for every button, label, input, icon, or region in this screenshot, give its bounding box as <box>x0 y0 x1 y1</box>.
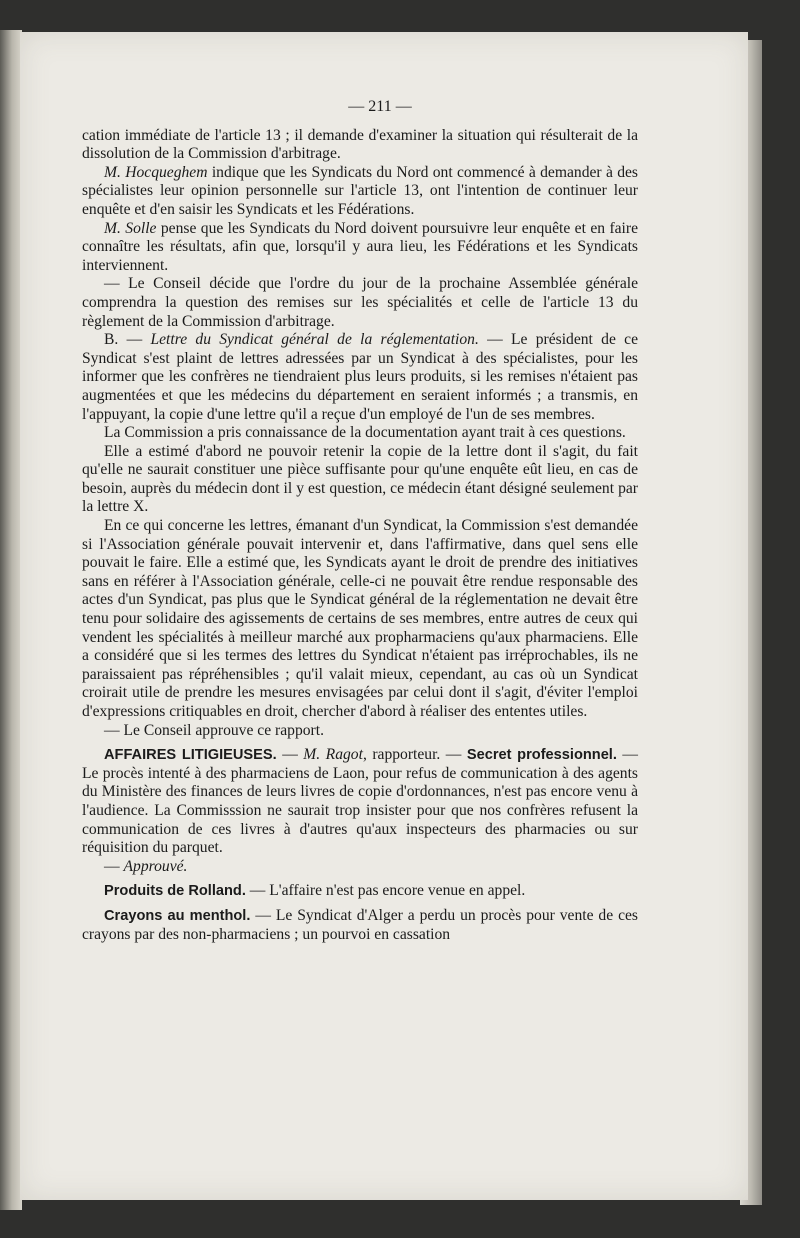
page-text <box>82 98 638 944</box>
paragraph-3 <box>82 220 638 276</box>
paragraph-4: — Le Conseil décide que l'ordre du jour de la prochaine Assemblée générale comprendra la question des remises sur les spécialités et celle de l'article 13 du règlement de la Commission d'arbitrage. <box>82 275 638 330</box>
reporter-name: M. Ragot <box>303 746 363 764</box>
dash: — <box>104 857 124 875</box>
paragraph-10 <box>82 746 638 858</box>
paragraph-text: indique que les Syndicats du Nord ont commencé à demander à des spécialistes leur opinion personnelle sur l'article 13, ont l'intention de continuer leur enquête et d'en saisir les Syndicats et les Fédérations. <box>82 163 638 218</box>
paragraph-6: La Commission a pris connaissance de la documentation ayant trait à ces questions. <box>104 424 626 442</box>
section-heading: AFFAIRES LITIGIEUSES. <box>104 747 277 764</box>
paragraph-text: pense que les Syndicats du Nord doivent poursuivre leur enquête et en faire connaître les résultats, afin que, lorsqu'il y aura lieu, les Fédérations et les Syndicats interviennent. <box>82 219 638 274</box>
reporter-role: , rapporteur. — <box>362 746 467 764</box>
paragraph-text: — Le procès intenté à des pharmaciens de Laon, pour refus de communication à des agents du Ministère des finances de leurs livres de copie d'ordonnances, n'est pas encore venu à l'audience. La Commisssion ne saurait trop insister pour que nos confrères refusent la communication de ces livres à d'autres qu'aux inspecteurs des pharmacies ou sur réquisition du parquet. <box>82 746 639 857</box>
separator: — <box>276 746 304 764</box>
document-page <box>20 32 748 1200</box>
left-page-edge <box>0 30 22 1210</box>
paragraph-7: Elle a estimé d'abord ne pouvoir retenir la copie de la lettre dont il s'agit, du fait qu'elle ne saurait constituer une pièce suffisante pour qu'une enquête eût lieu, en cas de besoin, auprès du médecin dont il y est question, ce médecin étant désigné seulement par la lettre X. <box>82 442 638 516</box>
paragraph-text: — Le président de ce Syndicat s'est plaint de lettres adressées par un Syndicat à des spécialistes, pour les informer que les confrères ne tiendraient plus leurs produits, si les remises n'étaient pas augmentées et que les médecins du département en seraient informés ; a transmis, en l'appuyant, la copie d'une lettre qu'il a reçue d'un employé de l'un de ses membres. <box>82 331 638 423</box>
subsection-heading: Secret professionnel. <box>466 747 617 764</box>
speaker-name: M. Solle <box>104 219 157 237</box>
paragraph-13 <box>82 907 638 944</box>
subsection-heading: Crayons au menthol. <box>104 907 251 924</box>
paragraph-2 <box>82 164 638 220</box>
paragraph-text: — Le Syndicat d'Alger a perdu un procès pour vente de ces crayons par des non-pharmaciens ; un pourvoi en cassation <box>82 906 638 943</box>
speaker-name: M. Hocqueghem <box>104 163 208 181</box>
section-title: Lettre du Syndicat général de la réglementation. <box>150 331 479 349</box>
paragraph-8: En ce qui concerne les lettres, émanant d'un Syndicat, la Commission s'est demandée si l'Association générale pouvait intervenir et, dans l'affirmative, dans quel sens elle pouvait le faire. Elle a estimé que, les Syndicats ayant le droit de prendre des initiatives sans en référer à l'Association générale, celle-ci ne pouvait être rendue responsable des actes d'un Syndicat, pas plus que le Syndicat général de la réglementation ne devait être tenu pour solidaire des agissements de certains de ses membres, entre autres de ceux qui vendent les spécialités à meilleur marché aux propharmaciens qu'aux pharmaciens. Elle a considéré que si les termes des lettres du Syndicat n'étaient pas irréprochables, ils ne paraissaient pas répréhensibles ; qu'il valait mieux, cependant, au cas où un Syndicat croirait utile de prendre les mesures envisagées par celui dont il s'agit, d'éviter l'emploi d'expressions critiquables en droit, chercher d'abord à réaliser des ententes utiles. <box>82 517 638 720</box>
paragraph-11 <box>82 858 638 877</box>
paragraph-1: cation immédiate de l'article 13 ; il demande d'examiner la situation qui résulterait de la dissolution de la Commission d'arbitrage. <box>82 126 638 163</box>
paragraph-12 <box>82 882 638 901</box>
section-lead: B. — <box>104 331 151 349</box>
approval-note: Approuvé. <box>123 857 188 875</box>
subsection-heading: Produits de Rolland. <box>104 883 246 900</box>
paragraph-text: — L'affaire n'est pas encore venue en appel. <box>245 882 526 900</box>
paragraph-9: — Le Conseil approuve ce rapport. <box>104 721 324 739</box>
page-number: — 211 — <box>348 98 412 115</box>
paragraph-5 <box>82 331 638 424</box>
